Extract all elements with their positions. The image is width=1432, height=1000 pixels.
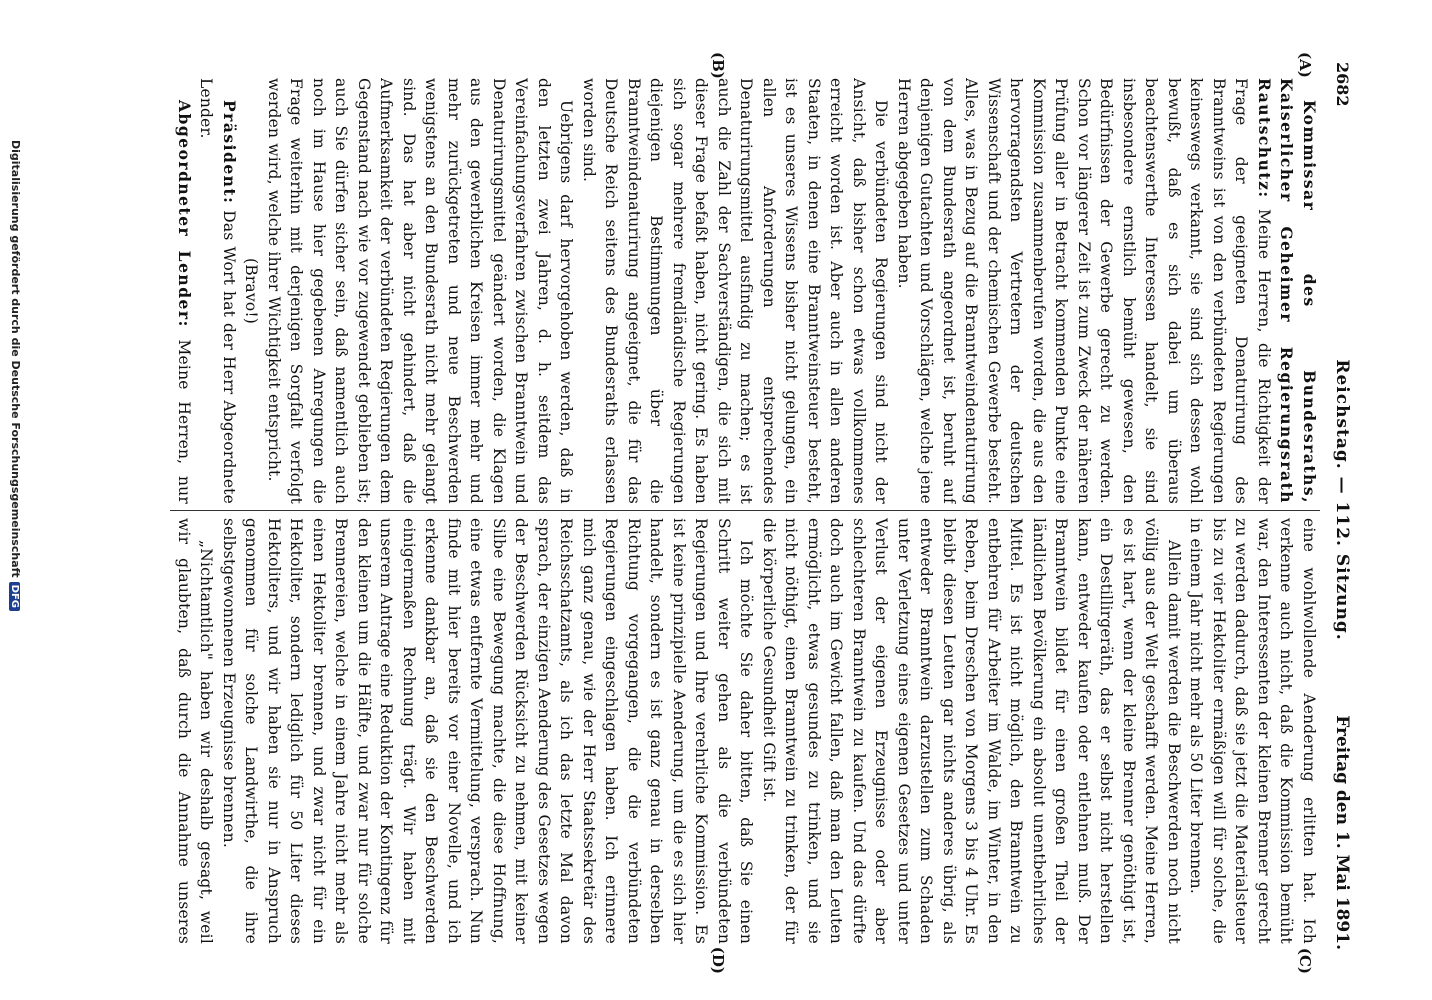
paragraph-text: Meine Herren, die Richtigkeit der Frage der geeigneten Denaturirung des Branntweins ist von den verbündeten Regierungen keineswegs verkannt, sie sind sich dessen wohl bewußt, daß es sich dabei um überaus beachtenswerthe Interessen handelt, sie sind insbesondere ernstlich bemüht gewesen, den Bedürfnissen der Gewerbe gerecht zu werden. Schon vor längerer Zeit ist zum Zweck der näheren Prüfung aller in Betracht kommenden Punkte eine Kommission zusammenberufen worden, die aus den hervorragendsten Vertretern der deutschen Wissenschaft und der chemischen Gewerbe besteht. Alles, was in Bezug auf die Branntweindenaturirung von dem Bundesrath angeordnet ist, beruht auf denjenigen Gutachten und Vorschlägen, welche jene Herren abgegeben haben.: [895, 78, 1273, 504]
running-title: Reichstag. — 112. Sitzung.: [1332, 359, 1352, 641]
paragraph-text: Meine Herren, nur: [175, 339, 193, 504]
speaker-name: Abgeordneter Lender:: [175, 100, 194, 328]
paragraph: „Nichtamtlich" haben wir deshalb gesagt, weil wir glaubten, daß durch die Annahme unseres: [175, 518, 216, 944]
margin-mark-d: (D): [709, 946, 727, 974]
paragraph: [195, 78, 240, 504]
paragraph: eine wohlwollende Aenderung erlitten hat. Ich verkenne auch nicht, daß die Kommission bemüht war, den Interessenten der kleinen Brenner gerecht zu werden dadurch, daß sie jetzt die Materialsteuer bis zu vier Hektoliter ermäßigen will für solche, die in einem Jahr nicht mehr als 50 Liter brennen.: [1187, 518, 1318, 944]
paragraph: [170, 78, 195, 504]
credit-text: Digitalisierung gefördert durch die Deutsche Forschungsgemeinschaft: [9, 140, 22, 578]
paragraph-text: Das Wort hat der Herr Abgeordnete Lender.: [197, 78, 238, 504]
session-date: Freitag den 1. Mai 1891.: [1332, 715, 1352, 950]
dfg-logo-badge: DFG: [9, 582, 20, 611]
speaker-name: Präsident:: [220, 100, 239, 205]
margin-mark-a: (A): [1296, 52, 1314, 78]
paragraph: Uebrigens darf hervorgehoben werden, daß in den letzten zwei Jahren, d. h. seitdem das Vereinfachungsverfahren zwischen Branntwein und Denaturirungsmittel geändert worden, die Klagen aus den gewerblichen Kreisen immer mehr und mehr zurückgetreten und neue Beschwerden wenigstens an den Bundesrath nicht mehr gelangt sind. Das hat aber nicht gehindert, daß die Aufmerksamkeit der verbündeten Regierungen dem Gegenstand nach wie vor zugewendet geblieben ist; auch Sie dürfen sicher sein, daß namentlich auch noch im Hause hier gegebenen Anregungen die Frage weiterhin mit derjenigen Sorgfalt verfolgt werden wird, welche ihrer Wichtigkeit entspricht.: [265, 78, 576, 504]
margin-mark-c: (C): [1296, 947, 1314, 974]
applause-note: (Bravo!): [242, 257, 261, 325]
column-divider: [170, 510, 1320, 511]
right-column: [170, 518, 1320, 944]
paragraph: [893, 78, 1321, 504]
page-number: 2682: [1333, 62, 1352, 107]
paragraph: Ich möchte Sie daher bitten, daß Sie einen Schritt weiter gehen als die verbündeten Regierungen und Ihre verehrliche Kommission. Es ist keine prinzipielle Aenderung, um die es sich hier handelt, sondern es ist ganz genau in derselben Richtung vorgegangen, die die verbündeten Regierungen eingeschlagen haben. Ich erinnere mich ganz genau, wie der Herr Staatssekretär des Reichsschatzamts, als ich das letzte Mal davon sprach, der einzigen Aenderung des Gesetzes wegen der Beschwerden Rücksicht zu nehmen, mit keiner Silbe eine Bewegung machte, die diese Hoffnung, eine etwas entfernte Vermittelung, versprach. Nun finde mit hier bereits vor einer Novelle, und ich erkenne dankbar an, daß sie den Beschwerden einigermaßen Rechnung trägt. Wir haben mit unserem Antrage eine Reduktion der Kontingenz für den kleinen um die Hälfte, und zwar nur für solche Brennereien, welche in einem Jahre nicht mehr als einen Hektoliter brennen, und zwar nicht für ein Hektoliter, sondern lediglich für 50 Liter dieses Hektoliters, und wir haben sie nur in Anspruch genommen für solche Landwirthe, die ihre selbstgewonnenen Erzeugnisse brennen.: [220, 518, 756, 944]
speaker-name: Kommissar des Bundesraths, Kaiserlicher Geheimer Regierungsrath Rautschutz:: [1255, 78, 1319, 504]
paragraph: Allein damit werden die Beschwerden noch nicht völlig aus der Welt geschafft werden. Meine Herren, es ist hart, wenn der kleine Brenner genöthigt ist, ein Destillirgeräth, das er selbst nicht herstellen kann, entweder kaufen oder entlehnen muß. Der Branntwein bildet für einen großen Theil der ländlichen Bevölkerung ein absolut unentbehrliches Mittel. Es ist nicht möglich, den Branntwein zu entbehren für Arbeiter im Walde, im Winter, in den Reben, beim Dreschen von Morgens 3 bis 4 Uhr. Es bleibt diesen Leuten gar nichts anderes übrig, als entweder Branntwein darzustellen zum Schaden unter Verletzung eines eigenen Gesetzes und unter Verlust der eigenen Erzeugnisse oder aber schlechteren Branntwein zu kaufen. Und das dürfte doch auch im Gewicht fallen, daß man den Leuten ermöglicht, etwas gesundes zu trinken, und sie nicht nöthigt, einen Branntwein zu trinken, der für die körperliche Gesundheit Gift ist.: [760, 518, 1183, 944]
margin-mark-b: (B): [709, 52, 727, 79]
digitization-credit: [9, 140, 22, 940]
paragraph: Die verbündeten Regierungen sind nicht der Ansicht, daß bisher schon etwas vollkommenes erreicht worden ist. Aber auch in allen anderen Staaten, in denen eine Branntweinsteuer besteht, ist es unseres Wissens bisher nicht gelungen, ein allen Anforderungen entsprechendes Denaturirungsmittel ausfindig zu machen; es ist auch die Zahl der Sachverständigen, die sich mit dieser Frage befaßt haben, nicht gering. Es haben sich sogar mehrere fremdländische Regierungen diejenigen Bestimmungen über die Branntweindenaturirung angeeignet, die für das Deutsche Reich seitens des Bundesraths erlassen worden sind.: [580, 78, 891, 504]
left-column: [170, 78, 1320, 504]
